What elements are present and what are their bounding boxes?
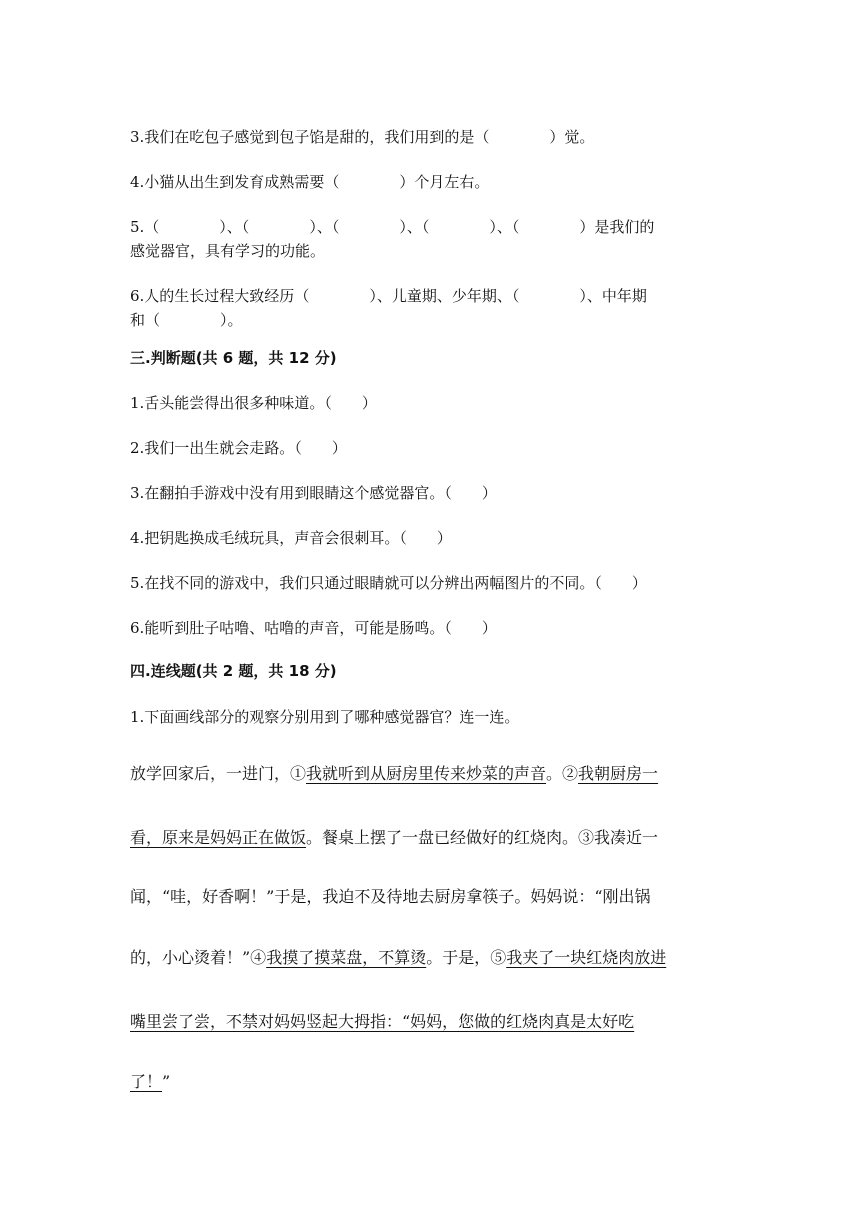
underlined-phrase-2: 我朝厨房一 bbox=[578, 764, 659, 783]
passage-text: 放学回家后，一进门，① bbox=[130, 764, 307, 783]
passage-text: 。于是，⑤ bbox=[426, 948, 507, 967]
passage-text: 的，小心烫着！”④ bbox=[130, 948, 267, 967]
passage-text: 。餐桌上摆了一盘已经做好的红烧肉。③我凑近一 bbox=[306, 828, 659, 847]
passage-text: ” bbox=[162, 1072, 171, 1091]
fill-blank-q5-line2: 感觉器官，具有学习的功能。 bbox=[130, 242, 326, 260]
underlined-phrase-1: 我就听到从厨房里传来炒菜的声音 bbox=[306, 764, 547, 783]
judgment-item-1: 1.舌头能尝得出很多种味道。（ ） bbox=[130, 394, 377, 412]
underlined-phrase-4: 我摸了摸菜盘，不算烫 bbox=[266, 948, 427, 967]
section-heading-matching: 四.连线题(共 2 题，共 18 分) bbox=[130, 662, 337, 680]
judgment-item-3: 3.在翻拍手游戏中没有用到眼睛这个感觉器官。（ ） bbox=[130, 484, 497, 502]
judgment-item-2: 2.我们一出生就会走路。（ ） bbox=[130, 439, 347, 457]
fill-blank-q4: 4.小猫从出生到发育成熟需要（ ）个月左右。 bbox=[130, 173, 490, 191]
fill-blank-q6-line1: 6.人的生长过程大致经历（ ）、儿童期、少年期、（ ）、中年期 bbox=[130, 287, 647, 305]
judgment-item-4: 4.把钥匙换成毛绒玩具，声音会很刺耳。（ ） bbox=[130, 529, 452, 547]
fill-blank-q3: 3.我们在吃包子感觉到包子馅是甜的，我们用到的是（ ）觉。 bbox=[130, 128, 595, 146]
passage-line-2 bbox=[130, 827, 658, 849]
fill-blank-q5-line1: 5.（ ）、（ ）、（ ）、（ ）、（ ）是我们的 bbox=[130, 218, 655, 236]
passage-line-3: 闻，“哇，好香啊！”于是，我迫不及待地去厨房拿筷子。妈妈说：“刚出锅 bbox=[130, 887, 651, 906]
passage-line-4 bbox=[130, 947, 666, 969]
underlined-phrase-2-cont: 看，原来是妈妈正在做饭 bbox=[130, 828, 307, 847]
matching-question-1: 1.下面画线部分的观察分别用到了哪种感觉器官？连一连。 bbox=[130, 708, 520, 726]
passage-line-5: 嘴里尝了尝，不禁对妈妈竖起大拇指：“妈妈，您做的红烧肉真是太好吃 bbox=[130, 1012, 635, 1031]
judgment-item-5: 5.在找不同的游戏中，我们只通过眼睛就可以分辨出两幅图片的不同。（ ） bbox=[130, 574, 647, 592]
passage-line-6 bbox=[130, 1071, 170, 1093]
judgment-item-6: 6.能听到肚子咕噜、咕噜的声音，可能是肠鸣。（ ） bbox=[130, 619, 497, 637]
passage-line-1 bbox=[130, 763, 658, 785]
section-heading-judgment: 三.判断题(共 6 题，共 12 分) bbox=[130, 349, 337, 367]
underlined-phrase-5: 我夹了一块红烧肉放进 bbox=[506, 948, 667, 967]
underlined-phrase-5-end: 了！ bbox=[130, 1072, 163, 1091]
fill-blank-q6-line2: 和（ ）。 bbox=[130, 311, 243, 329]
passage-text: 。② bbox=[546, 764, 579, 783]
